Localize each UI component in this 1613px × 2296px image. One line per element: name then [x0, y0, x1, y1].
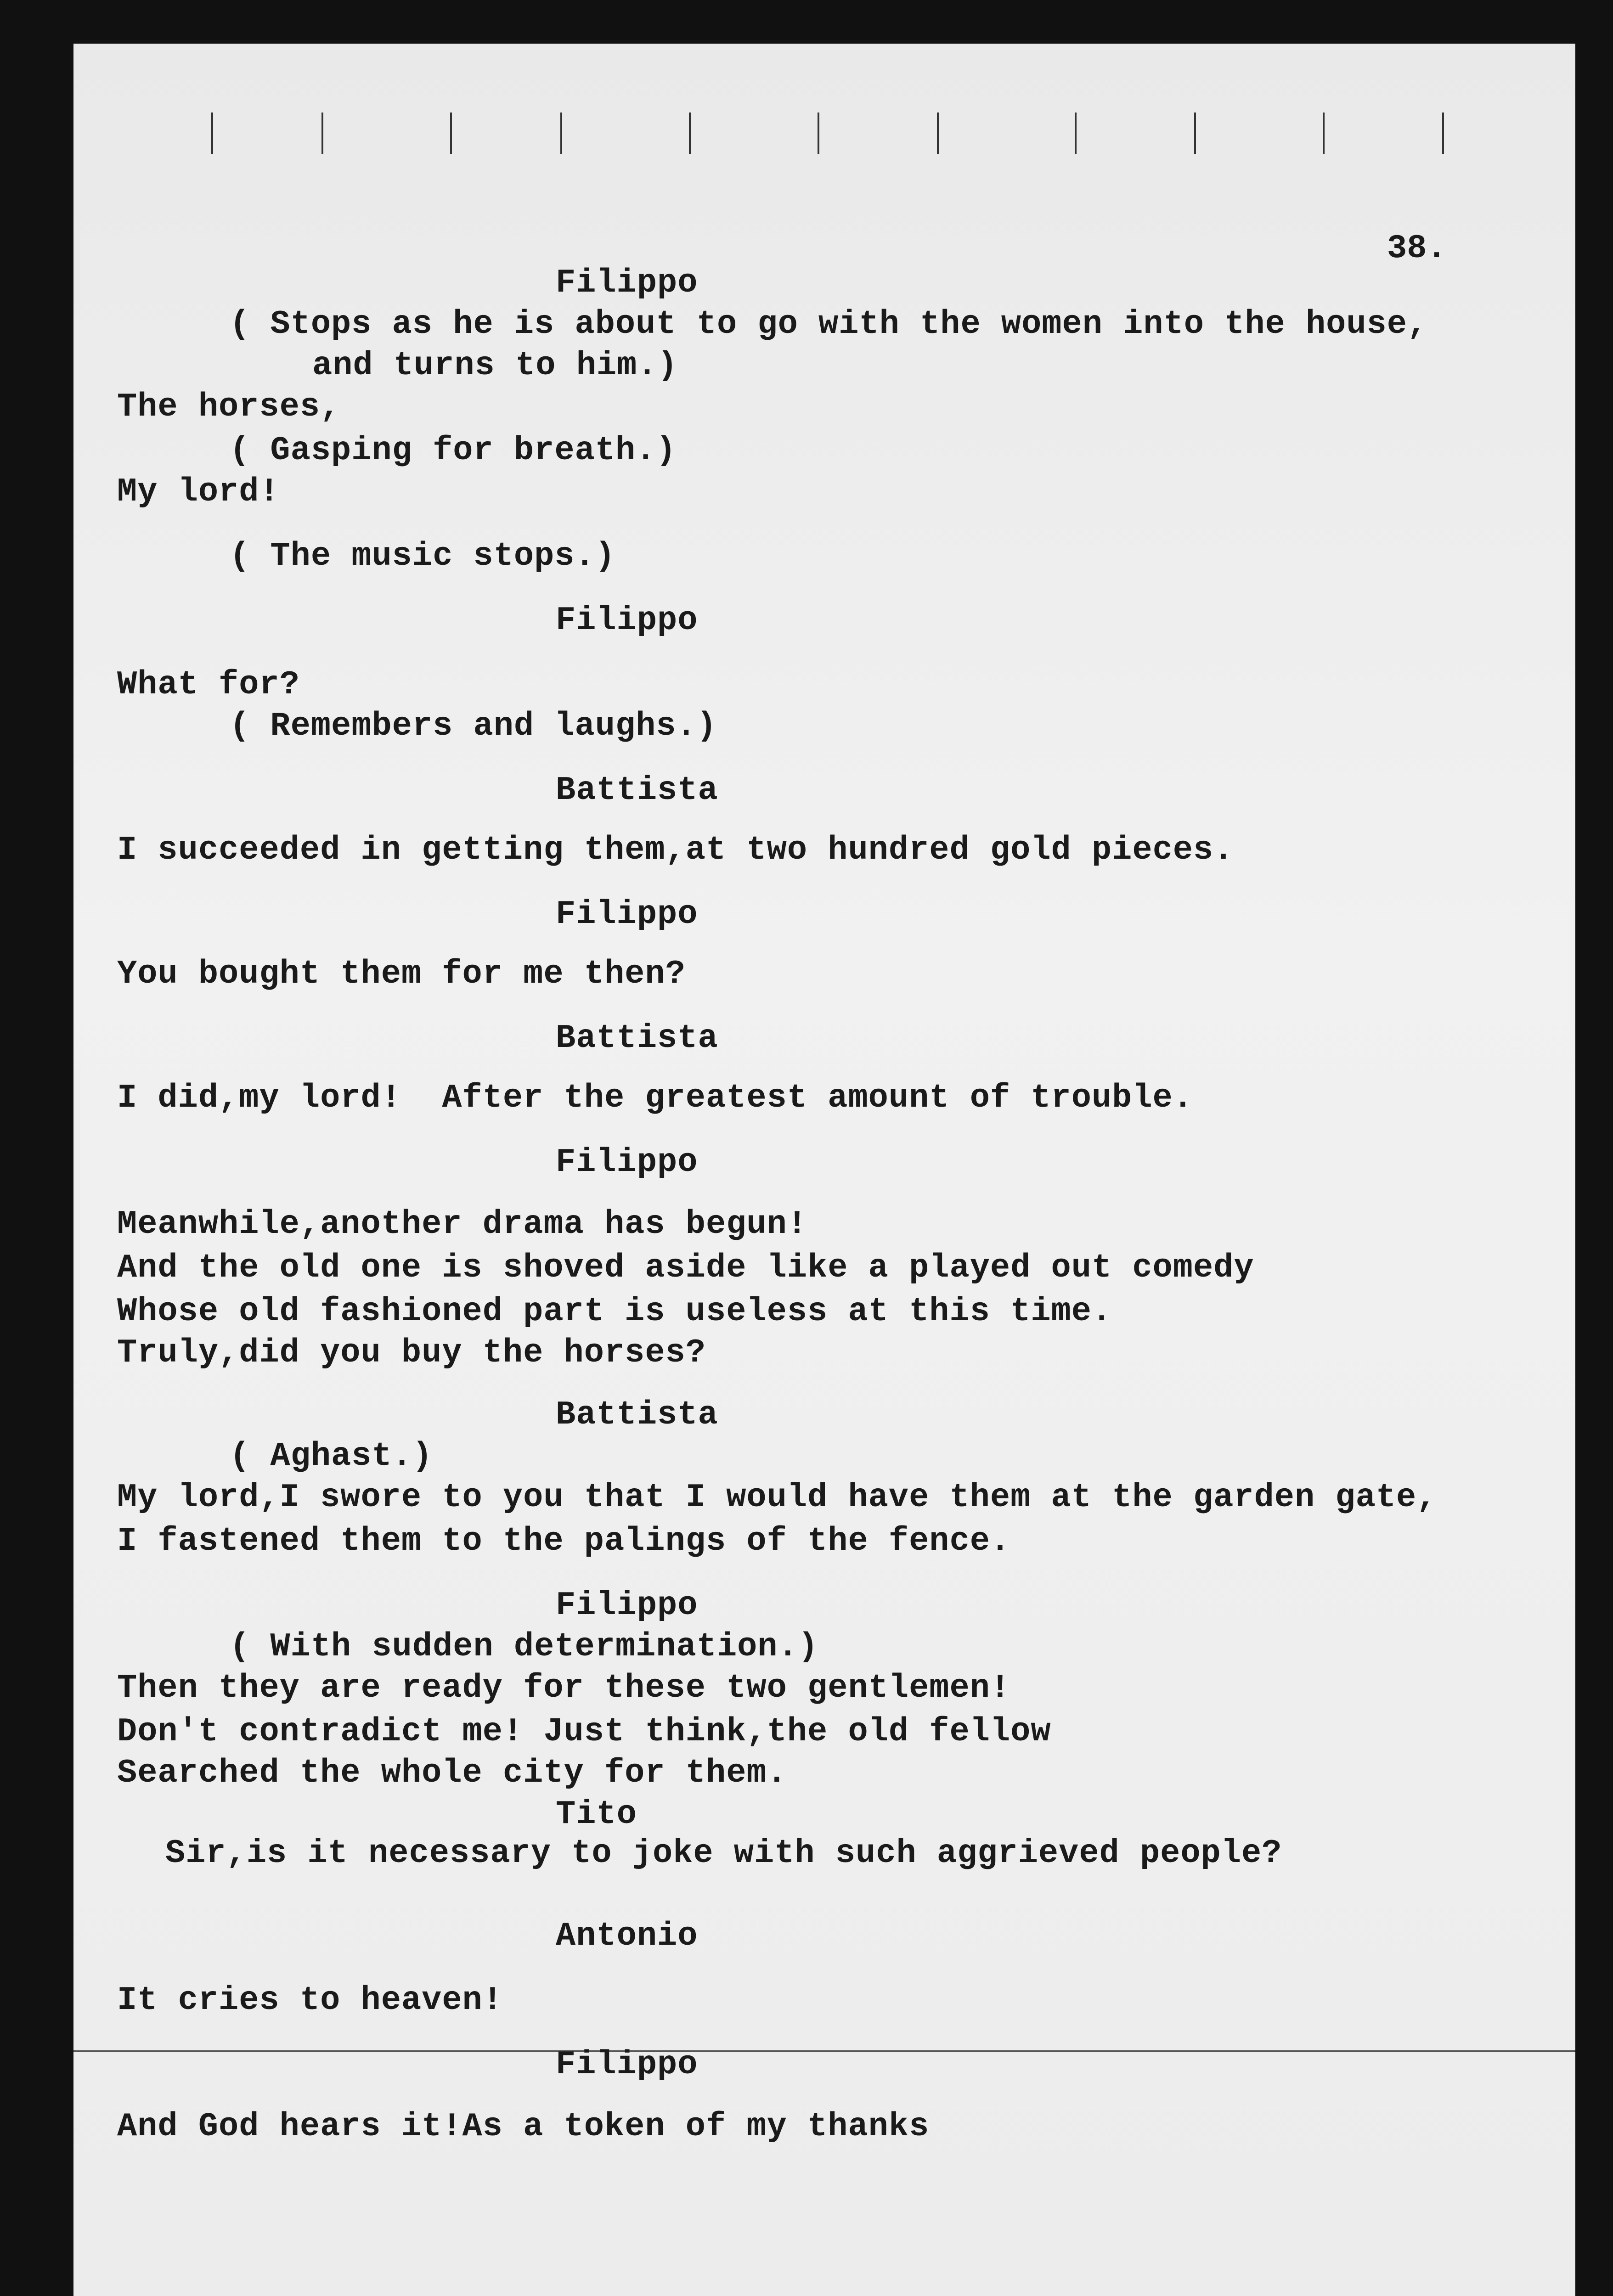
edge-mark	[321, 113, 323, 154]
typescript-page	[73, 44, 1575, 2296]
dialogue-line: It cries to heaven!	[117, 1981, 503, 2019]
stage-direction: ( Remembers and laughs.)	[230, 707, 717, 745]
speaker-name: Battista	[556, 771, 718, 809]
speaker-name: Filippo	[556, 602, 698, 639]
edge-mark	[450, 113, 452, 154]
dialogue-line: What for?	[117, 666, 300, 703]
edge-mark	[560, 113, 562, 154]
edge-marks	[211, 113, 1451, 177]
dialogue-line: I succeeded in getting them,at two hundred gold pieces.	[117, 831, 1234, 869]
dialogue-line: And the old one is shoved aside like a played out comedy	[117, 1249, 1254, 1287]
stage-direction: ( Gasping for breath.)	[230, 432, 677, 469]
edge-mark	[211, 113, 213, 154]
fold-line	[73, 2050, 1575, 2052]
stage-direction: ( Aghast.)	[230, 1437, 433, 1475]
stage-direction: ( The music stops.)	[230, 537, 615, 575]
dialogue-line: Truly,did you buy the horses?	[117, 1334, 706, 1372]
dialogue-line: And God hears it!As a token of my thanks	[117, 2108, 930, 2145]
edge-mark	[1075, 113, 1077, 154]
speaker-name: Filippo	[556, 895, 698, 933]
edge-mark	[1194, 113, 1196, 154]
dialogue-line: Whose old fashioned part is useless at this time.	[117, 1293, 1112, 1330]
edge-mark	[689, 113, 691, 154]
edge-mark	[818, 113, 819, 154]
speaker-name: Filippo	[556, 2046, 698, 2083]
speaker-name: Battista	[556, 1019, 718, 1057]
dialogue-line: Searched the whole city for them.	[117, 1754, 787, 1792]
dialogue-line: My lord!	[117, 473, 280, 511]
stage-direction: ( Stops as he is about to go with the women into the house,	[230, 305, 1428, 343]
page-number: 38.	[1387, 230, 1447, 267]
dialogue-line: Don't contradict me! Just think,the old fellow	[117, 1713, 1051, 1750]
dialogue-line: My lord,I swore to you that I would have them at the garden gate,	[117, 1479, 1437, 1516]
speaker-name: Filippo	[556, 1587, 698, 1624]
dialogue-line: Then they are ready for these two gentlemen!	[117, 1669, 1011, 1707]
speaker-name: Filippo	[556, 264, 698, 302]
edge-mark	[1442, 113, 1444, 154]
speaker-name: Tito	[556, 1795, 637, 1833]
speaker-name: Battista	[556, 1396, 718, 1434]
dialogue-line: I did,my lord! After the greatest amount of trouble.	[117, 1079, 1193, 1117]
dialogue-line: You bought them for me then?	[117, 955, 686, 993]
dialogue-line: Meanwhile,another drama has begun!	[117, 1205, 808, 1243]
stage-direction: and turns to him.)	[312, 347, 678, 384]
edge-mark	[937, 113, 939, 154]
dialogue-line: The horses,	[117, 388, 341, 426]
dialogue-line: Sir,is it necessary to joke with such aggrieved people?	[165, 1835, 1282, 1872]
speaker-name: Filippo	[556, 1143, 698, 1181]
speaker-name: Antonio	[556, 1917, 698, 1955]
dialogue-line: I fastened them to the palings of the fence.	[117, 1522, 1011, 1560]
stage-direction: ( With sudden determination.)	[230, 1628, 819, 1666]
edge-mark	[1323, 113, 1325, 154]
